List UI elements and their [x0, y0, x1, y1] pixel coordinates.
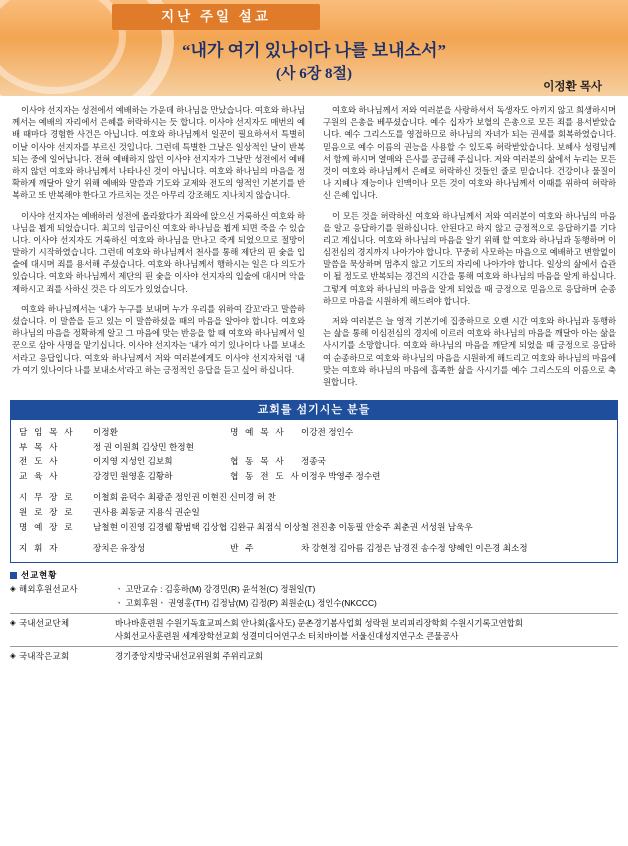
servant-names: 이정환 — [93, 426, 118, 437]
mission-category-label: 해외후원선교사 — [19, 584, 78, 595]
diamond-bullet-icon: ◈ — [10, 584, 16, 594]
sermon-column-left — [12, 104, 305, 396]
servant-role: 부 목 사 — [19, 441, 60, 452]
servant-role: 명 예 장 로 — [19, 521, 75, 532]
sermon-body — [0, 96, 628, 396]
sermon-paragraph: 여호와 하나님께서는 ‘내가 누구를 보내며 누가 우리를 위하여 갈꼬’라고 말씀하셨습니다. 이 말씀을 듣고 있는 이 말씀하셨을 때의 마음을 알아야 합니다. 여호와 하나님의 마음을 정확하게 알고 그 마음에 맞는 반응을 할 때 여호와 하나님께서 일꾼으로 삼아 사명을 맡기십니다. 이사야 선지자는 ‘내가 여기 있나이다 나를 보내소서라고 응답입니다. 여호와 하나님께서 저와 여러분에게도 이사야 선지자처럼 ‘내가 여기 있나이다 나를 보내소서’라고 하는 긍정적인 응답을 듣고 싶어 하십니다. — [12, 303, 305, 375]
sermon-paragraph: 여호와 하나님께서 저와 여러분을 사랑하셔서 독생자도 아끼지 않고 희생하시며 구원의 은총을 베푸셨습니다. 예수 십자가 보혈의 은총으로 모든 죄를 용서받았습니다. 예수 그리스도를 영접하므로 하나님의 자녀가 되는 권세를 회복하였습니다. 믿음으로 예수 이름의 권능을 사용할 수 있도록 허락받았습니다. 보혜사 성령님께서 함께 하시며 열매와 은사를 공급해 주십니다. 저와 여러분의 삶에서 누리는 모든 것이 여호와 하나님께서 은혜로 허락하신 것들인 줄로 믿습니다. 건강이나 물질이나 지혜나 재능이나 인맥이나 모든 것이 여호와 하나님께서 이때를 위하여 허락하신 은혜 입니다. — [323, 105, 616, 201]
mission-detail-subtext: ㆍ 고회후원ㆍ 권영홍(TH) 김정남(M) 김정(P) 최원순(L) 정인수(NKCCC) — [115, 597, 377, 608]
list-item-continuation — [10, 630, 618, 643]
servant-role: 담 임 목 사 — [19, 426, 75, 437]
servant-names: 이지영 지성인 김보희 — [93, 456, 173, 467]
servant-names — [301, 440, 609, 455]
missions-section-heading: 선교현황 — [21, 569, 58, 580]
banner-section-tab — [112, 4, 320, 30]
servant-names: 이철회 윤덕수 최광준 정인권 이현진 신미경 허 찬 — [93, 492, 276, 503]
table-row — [19, 440, 609, 455]
sermon-paragraph: 이사야 선지자는 성전에서 예배하는 가운데 하나님을 만났습니다. 여호와 하나님께서는 예배의 자리에서 은혜를 허락하시는 듯 합니다. 이사야 선지자도 매번의 예배 때마다 경험한 사건은 아닙니다. 여호와 하나님께서 일꾼이 필요하셔서 특별히 이날 이사야 선지자를 부르신 것입니다. 그런데 특별한 그날은 일상적인 날이 반복되는 중에 일어납니다. 전혀 예배하지 않던 이사야 선지자가 그날만 성전에서 예배하지 않던 여호와 하나님께서 나타나신 것이 아닙니다. 여호와 하나님의 마음을 정확하게 깨달아 알기 위해 예배와 말씀과 기도와 교제와 전도의 영적인 기본기를 반복하고 또 반복해야 한다고 가르치는 것은 아무리 강조해도 지나치지 않습니다. — [12, 105, 305, 201]
sermon-column-right — [323, 104, 616, 396]
servant-names: 장치은 유장성 — [93, 542, 146, 553]
diamond-bullet-icon: ◈ — [10, 617, 16, 627]
table-row — [19, 455, 609, 470]
sermon-banner — [0, 0, 628, 96]
servant-role: 교 육 사 — [19, 471, 60, 482]
list-item — [10, 583, 618, 596]
square-bullet-icon — [10, 572, 17, 579]
sermon-paragraph: 저와 여러분은 늘 영적 기본기에 집중하므로 오랜 시간 여호와 하나님과 동행하는 삶을 통해 이심전심의 경지에 이르러 여호와 하나님의 마음을 깨달아 아는 삶을 사시기를 소망합니다. 여호와 하나님의 마음을 깨닫게 되었을 때 긍정으로 응답하여 순종하므로 여호와 하나님의 마음을 시원하게 해드리고 여호와 하나님의 마음에 맞는 여호와 하나님의 마음에 흡족한 삶을 사시기를 예수 그리스도의 이름으로 축원합니다. — [323, 316, 616, 387]
servants-section-body — [10, 420, 618, 563]
table-row — [19, 490, 609, 505]
servant-role: 명 예 목 사 — [230, 426, 286, 437]
servants-section-header — [10, 400, 618, 420]
divider — [10, 646, 618, 647]
servant-names: 정 권 이원희 김상민 한정현 — [93, 441, 194, 452]
servant-role: 반 주 — [230, 542, 256, 553]
servant-names: 이정우 박영주 정수련 — [300, 471, 381, 482]
servant-names: 남철현 이진영 김경웰 황범택 김상협 김완규 최점식 이상철 전진총 이동필 안숭주 최춘권 서성원 남욱우 — [93, 521, 473, 532]
servant-role — [230, 440, 301, 455]
table-row — [19, 541, 609, 556]
table-row — [19, 505, 609, 520]
divider — [10, 613, 618, 614]
list-item-continuation — [10, 597, 618, 610]
diamond-bullet-icon: ◈ — [10, 650, 16, 660]
table-row — [19, 425, 609, 440]
missions-section-heading-row — [10, 569, 618, 582]
servant-role: 원 로 장 로 — [19, 506, 75, 517]
mission-detail-subtext: 사회선교사훈련원 세계장학선교회 성결미디어연구소 터치바이블 서울신대성지연구소 큰물공사 — [115, 631, 459, 642]
mission-category-label: 국내선교단체 — [19, 617, 70, 628]
sermon-scripture-reference: (사 6장 8절) — [276, 66, 352, 82]
servant-role: 시 무 장 로 — [19, 492, 75, 503]
servants-table — [19, 425, 609, 556]
table-row — [19, 520, 609, 535]
servant-role: 협 동 목 사 — [230, 456, 286, 467]
servant-role: 전 도 사 — [19, 456, 60, 467]
servant-names: 이강전 정인수 — [300, 426, 354, 437]
missions-section — [10, 569, 618, 663]
mission-detail-text: 경기중앙지방국내선교위원회 주위리교회 — [115, 650, 263, 661]
banner-section-tab-label: 지난 주일 설교 — [161, 9, 271, 24]
list-item — [10, 617, 618, 630]
servant-role: 지 휘 자 — [19, 542, 60, 553]
sermon-paragraph: 이 모든 것을 허락하신 여호와 하나님께서 저와 여러분이 여호와 하나님의 마음을 알고 응답하기를 원하십니다. 안된다고 하지 않고 긍정적으로 응답하기를 기다리고 계십니다. 여호와 하나님의 마음을 알기 위해 할 여호와 하나님과 동행하며 이심전심의 경지까지 나아가야 합니다. 꾸중히 사모하는 마음으로 예배하고 변함없이 말씀을 묵상하며 멈추지 않고 기도의 자리에 나아가야 합니다. 일상의 삶에서 습관이 될 정도로 반복되는 경건의 시간을 통해 여호와 하나님의 마음을 알게 하십니다. 그렇게 여호와 하나님의 마음을 알게 되었을 때 긍정으로 믿음으로 응답하며 순종하므로 마음을 시원하게 해드려야 합니다. — [323, 210, 616, 306]
servant-role: 협 동 전 도 사 — [230, 471, 301, 482]
servant-names: 권사용 최동균 지용식 권순일 — [93, 506, 200, 517]
mission-detail-text: ㆍ 고만교슈 : 김홍하(M) 강경민(R) 윤석천(C) 정원일(T) — [115, 584, 316, 595]
servant-names: 정종국 — [300, 456, 326, 467]
servants-section-heading: 교회를 섬기시는 분들 — [257, 404, 371, 417]
servant-names: 강경민 원영훈 김황하 — [93, 471, 173, 482]
mission-detail-text: 바나바훈련원 수원기독효교피스회 안나회(홀사도) 문촌경기봄사업회 성락원 보리피리장학회 수원시기록고연합회 — [115, 617, 523, 628]
servant-names: 차 강현정 김아름 김정은 남경진 송수정 양혜인 이은경 최소정 — [300, 542, 528, 553]
list-item — [10, 650, 618, 663]
sermon-paragraph: 이사야 선지자는 예배하러 성전에 올라왔다가 죄와에 앉으신 거룩하신 여호와 하나님을 뵙게 되었습니다. 최고의 임금이신 여호와 하나님을 뵙게 되면 죽을 수 있습니다. 이사야 선지자도 거룩하신 여호와 하나님을 만나고 죽게 되었으므로 절망이 말하기 시작하였습니다. 그런데 여호와 하나님께서 천사를 통해 제단의 핀 숯을 입술에 대시며 죄를 용서해 주셨습니다. 여호와 하나님께서 행하시는 일은 다 의도가 있습니다. 여호와 하나님께서 제단의 핀 숯을 이사야 선지자의 입술에 대시며 악을 제하시고 죄를 사하신 것은 다 의도가 있었습니다. — [12, 210, 305, 294]
sermon-preacher: 이정환 목사 — [543, 81, 602, 93]
table-row — [19, 469, 609, 484]
mission-category-label: 국내작은교회 — [19, 650, 70, 661]
sermon-title: “내가 여기 있나이다 나를 보내소서” — [182, 41, 446, 60]
